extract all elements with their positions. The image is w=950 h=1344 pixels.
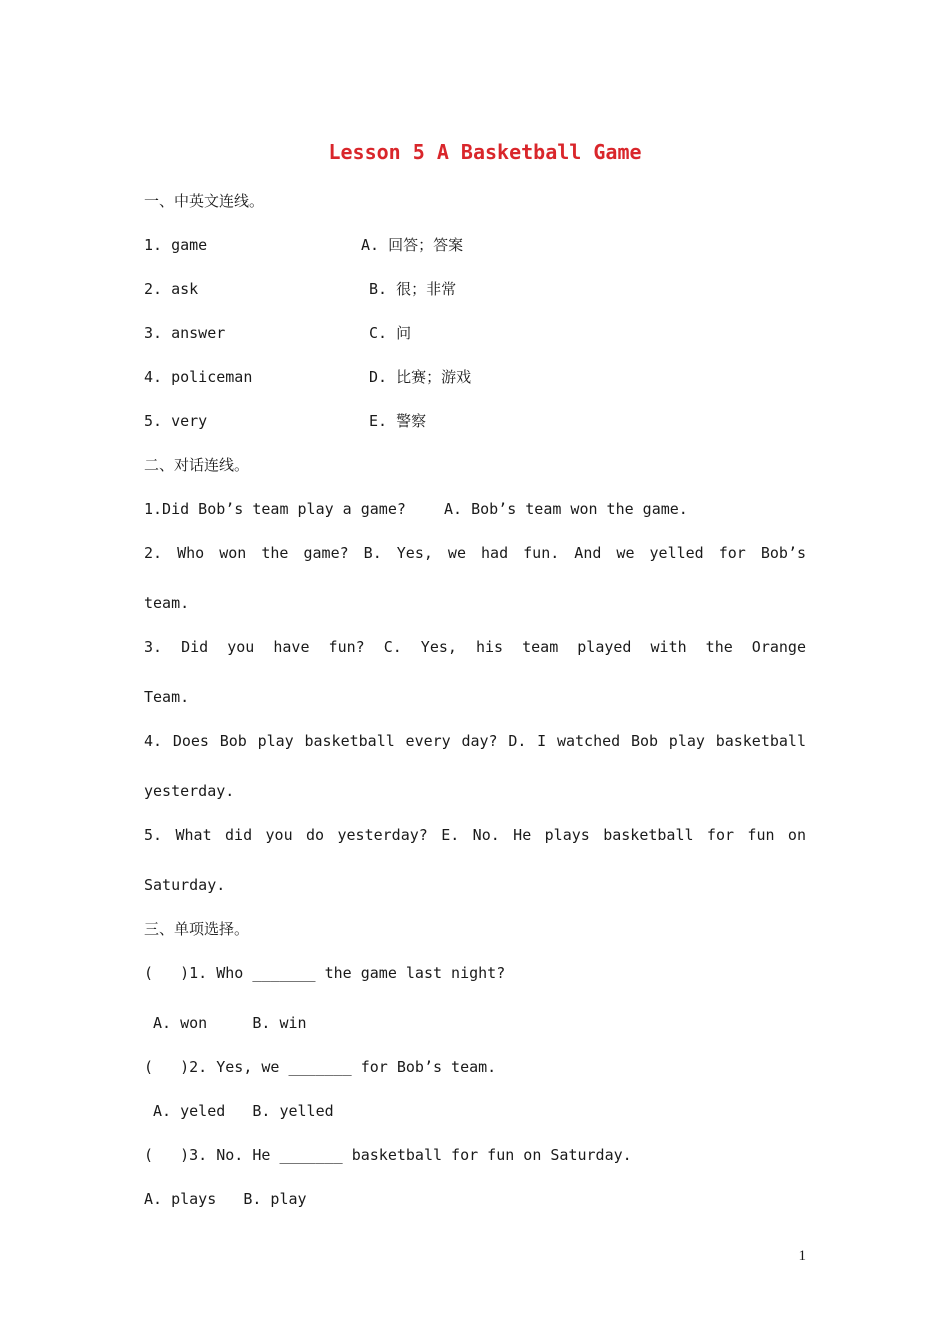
choice-question-3: ( )3. No. He _______ basketball for fun on Saturday.	[144, 1146, 632, 1164]
choice-options-2: A. yeled B. yelled	[144, 1102, 334, 1120]
match-meaning-e: E. 警察	[369, 412, 427, 430]
dialogue-line-3-cont: Team.	[144, 688, 190, 706]
choice-options-3: A. plays B. play	[144, 1190, 307, 1208]
lesson-title: Lesson 5 A Basketball Game	[328, 140, 642, 164]
match-word-1: 1. game	[144, 236, 208, 254]
match-meaning-d: D. 比赛；游戏	[369, 368, 472, 386]
page-number: 1	[798, 1248, 806, 1264]
section2-heading: 二、对话连线。	[144, 456, 250, 474]
match-meaning-a: A. 回答；答案	[361, 236, 464, 254]
dialogue-answer-a: A. Bob’s team won the game.	[444, 500, 688, 518]
section3-heading: 三、单项选择。	[144, 920, 250, 938]
dialogue-line-4: 4. Does Bob play basketball every day? D. I watched Bob play basketball	[144, 732, 806, 750]
match-word-4: 4. policeman	[144, 368, 253, 386]
section1-heading: 一、中英文连线。	[144, 192, 265, 210]
dialogue-line-5-cont: Saturday.	[144, 876, 226, 894]
dialogue-question-1: 1.Did Bob’s team play a game?	[144, 500, 406, 518]
dialogue-line-2-cont: team.	[144, 594, 190, 612]
match-meaning-c: C. 问	[369, 324, 412, 342]
choice-question-2: ( )2. Yes, we _______ for Bob’s team.	[144, 1058, 497, 1076]
dialogue-line-5: 5. What did you do yesterday? E. No. He plays basketball for fun on	[144, 826, 806, 844]
choice-options-1: A. won B. win	[144, 1014, 307, 1032]
dialogue-line-4-cont: yesterday.	[144, 782, 235, 800]
dialogue-line-2: 2. Who won the game? B. Yes, we had fun. And we yelled for Bob’s	[144, 544, 806, 562]
match-word-2: 2. ask	[144, 280, 199, 298]
match-meaning-b: B. 很；非常	[369, 280, 457, 298]
choice-question-1: ( )1. Who _______ the game last night?	[144, 964, 506, 982]
match-word-5: 5. very	[144, 412, 208, 430]
dialogue-line-3: 3. Did you have fun? C. Yes, his team played with the Orange	[144, 638, 806, 656]
match-word-3: 3. answer	[144, 324, 226, 342]
